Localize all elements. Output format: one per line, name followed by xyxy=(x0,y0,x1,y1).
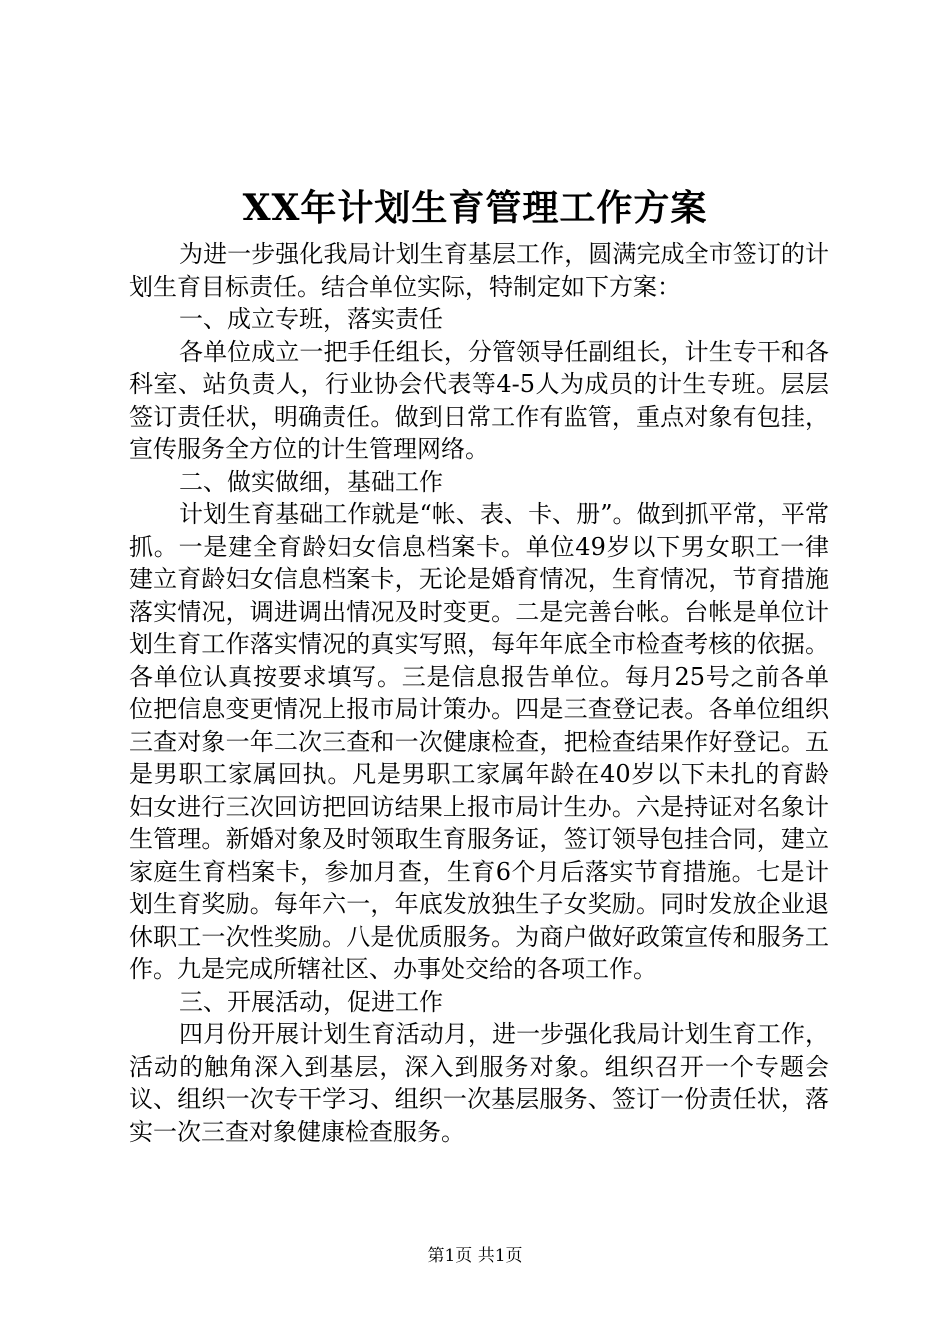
section-1-paragraph: 各单位成立一把手任组长，分管领导任副组长，计生专干和各科室、站负责人，行业协会代表等4-5人为成员的计生专班。层层签订责任状，明确责任。做到日常工作有监管，重点对象有包挂，宣传服务全方位的计生管理网络。 xyxy=(129,337,829,463)
section-3-heading: 三、开展活动，促进工作 xyxy=(179,987,443,1016)
section-2-heading: 二、做实做细，基础工作 xyxy=(179,467,443,496)
section-2-paragraph: 计划生育基础工作就是“帐、表、卡、册”。做到抓平常，平常抓。一是建全育龄妇女信息档案卡。单位49岁以下男女职工一律建立育龄妇女信息档案卡，无论是婚育情况，生育情况，节育措施落实情况，调进调出情况及时变更。二是完善台帐。台帐是单位计划生育工作落实情况的真实写照，每年年底全市检查考核的依据。各单位认真按要求填写。三是信息报告单位。每月25号之前各单位把信息变更情况上报市局计策办。四是三查登记表。各单位组织三查对象一年二次三查和一次健康检查，把检查结果作好登记。五是男职工家属回执。凡是男职工家属年龄在40岁以下未扎的育龄妇女进行三次回访把回访结果上报市局计生办。六是持证对名象计生管理。新婚对象及时领取生育服务证，签订领导包挂合同，建立家庭生育档案卡，参加月查，生育6个月后落实节育措施。七是计划生育奖励。每年六一，年底发放独生子女奖励。同时发放企业退休职工一次性奖励。八是优质服务。为商户做好政策宣传和服务工作。九是完成所辖社区、办事处交给的各项工作。 xyxy=(129,500,829,983)
intro-paragraph: 为进一步强化我局计划生育基层工作，圆满完成全市签订的计划生育目标责任。结合单位实际，特制定如下方案： xyxy=(129,240,829,301)
document-body xyxy=(129,238,829,1148)
document-title: XX年计划生育管理工作方案 xyxy=(242,187,708,229)
section-1-heading: 一、成立专班，落实责任 xyxy=(179,305,443,333)
section-3-paragraph: 四月份开展计划生育活动月，进一步强化我局计划生育工作，活动的触角深入到基层，深入到服务对象。组织召开一个专题会议、组织一次专干学习、组织一次基层服务、签订一份责任状，落实一次三查对象健康检查服务。 xyxy=(129,1020,829,1146)
page-footer: 第1页 共1页 xyxy=(427,1246,523,1266)
